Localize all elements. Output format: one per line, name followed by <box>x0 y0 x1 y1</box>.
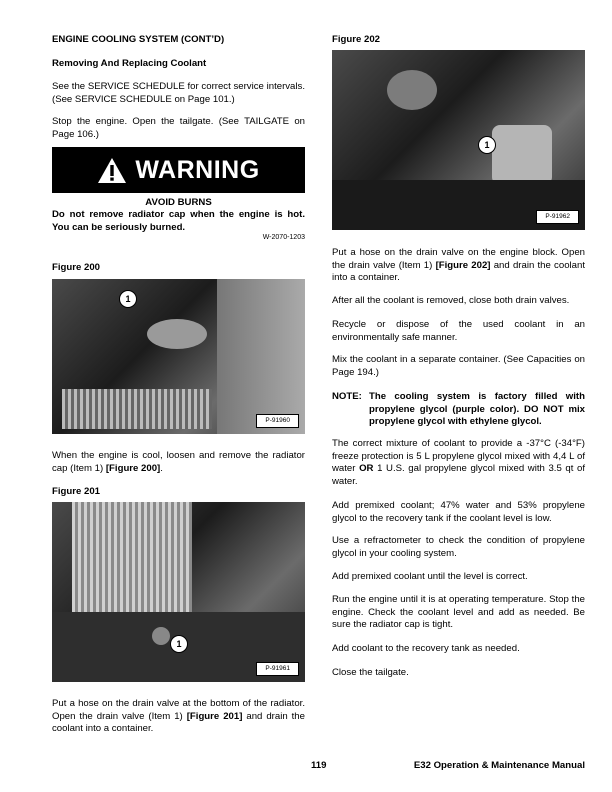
figure-202-code: P-91962 <box>536 210 579 224</box>
figure-200-callout: 1 <box>119 290 137 308</box>
figure-202-callout: 1 <box>478 136 496 154</box>
paragraph-drain-radiator: Put a hose on the drain valve at the bottom of the radiator. Open the drain valve (Item 1) [Figure 201] and drain the coolant into a container. <box>52 698 305 735</box>
paragraph-level-correct: Add premixed coolant until the level is correct. <box>332 571 528 582</box>
figure-200-label: Figure 200 <box>52 262 100 273</box>
warning-code: W-2070-1203 <box>262 234 305 241</box>
figure-202-label: Figure 202 <box>332 34 380 45</box>
paragraph-close-tailgate: Close the tailgate. <box>332 667 409 678</box>
paragraph-refractometer: Use a refractometer to check the condition of propylene glycol in your cooling system. <box>332 535 585 559</box>
paragraph-remove-cap: When the engine is cool, loosen and remove the radiator cap (Item 1) [Figure 200]. <box>52 450 305 474</box>
paragraph-service-schedule: See the SERVICE SCHEDULE for correct service intervals. (See SERVICE SCHEDULE on Page 101.) <box>52 81 305 105</box>
warning-text: Do not remove radiator cap when the engine is hot. You can be seriously burned. <box>52 209 305 233</box>
warning-triangle-icon <box>97 157 127 184</box>
note-text: The cooling system is factory filled with propylene glycol (purple color). DO NOT mix propylene glycol with ethylene glycol. <box>369 391 585 428</box>
figure-201-photo <box>52 502 305 682</box>
paragraph-recovery-tank: Add coolant to the recovery tank as needed. <box>332 643 520 654</box>
warning-word: WARNING <box>135 155 260 184</box>
note-label: NOTE: <box>332 391 362 402</box>
subheading: Removing And Replacing Coolant <box>52 58 207 69</box>
paragraph-recycle: Recycle or dispose of the used coolant in an environmentally safe manner. <box>332 319 585 343</box>
section-heading: ENGINE COOLING SYSTEM (CONT’D) <box>52 34 225 45</box>
figure-202-photo <box>332 50 585 230</box>
paragraph-engine-drain: Put a hose on the drain valve on the engine block. Open the drain valve (Item 1) [Figure 202] and drain the coolant into a container. <box>332 247 585 284</box>
manual-title: E32 Operation & Maintenance Manual <box>413 760 585 771</box>
figure-200-photo <box>52 279 305 434</box>
figure-201-code: P-91961 <box>256 662 299 676</box>
warning-title: AVOID BURNS <box>145 197 212 208</box>
paragraph-close-valves: After all the coolant is removed, close both drain valves. <box>332 295 570 306</box>
page-number: 119 <box>311 760 327 771</box>
paragraph-stop-engine: Stop the engine. Open the tailgate. (See TAILGATE on Page 106.) <box>52 116 305 140</box>
paragraph-run-engine: Run the engine until it is at operating temperature. Stop the engine. Check the coolant level and add as needed. Be sure the radiator cap is tight. <box>332 594 585 631</box>
figure-200-code: P-91960 <box>256 414 299 428</box>
paragraph-mix-coolant: Mix the coolant in a separate container. (See Capacities on Page 194.) <box>332 354 585 378</box>
figure-201-callout: 1 <box>170 635 188 653</box>
paragraph-add-premixed: Add premixed coolant; 47% water and 53% propylene glycol to the recovery tank if the coolant level is low. <box>332 500 585 524</box>
figure-201-label: Figure 201 <box>52 486 100 497</box>
note-block <box>332 391 585 429</box>
warning-banner <box>52 147 305 193</box>
paragraph-mixture: The correct mixture of coolant to provide a -37°C (-34°F) freeze protection is 5 L propylene glycol mixed with 4,4 L of water OR 1 U.S. gal propylene glycol mixed with 3.5 qt of water. <box>332 438 585 487</box>
